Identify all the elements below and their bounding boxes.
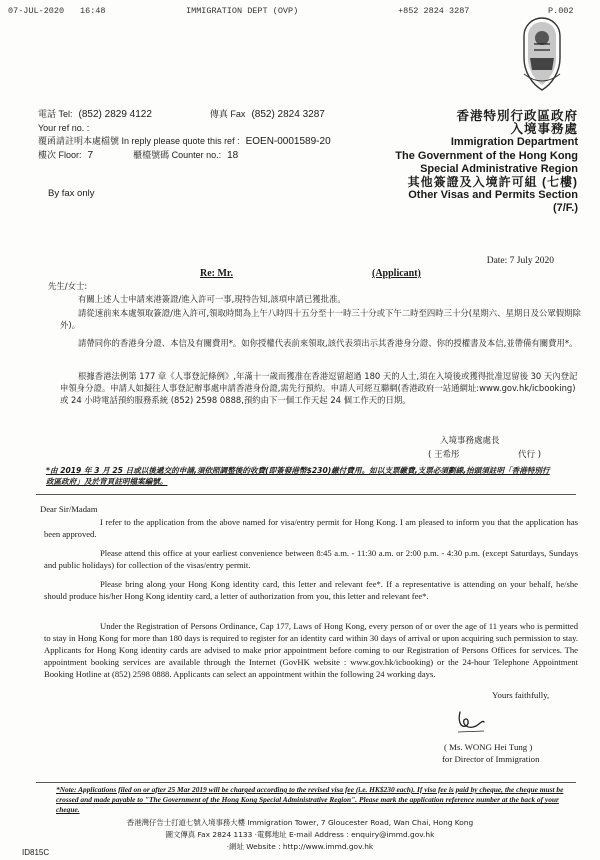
fax-label: 傳真 Fax: [209, 109, 246, 119]
re-applicant: (Applicant): [372, 268, 421, 279]
fax-phone: +852 2824 3287: [398, 6, 470, 16]
zh-salutation: 先生/女士:: [48, 281, 88, 291]
zh-fee-note: *由 2019 年 3 月 25 日或以後遞交的申請,須依照調整後的收費(即簽發港幣$230)繳付費用。如以支票繳費,支票必須劃線,抬頭須註明「香港特別行政區政府」及於背頁註明檔案編號。: [46, 466, 550, 487]
hksar-emblem-icon: [516, 14, 568, 92]
handwritten-signature-icon: [454, 708, 488, 734]
form-identifier: ID815C: [22, 848, 50, 857]
fax-time: 16:48: [80, 6, 106, 16]
zh-paragraph-2: 請從速前來本處領取簽證/進入許可,領取時間為上午八時四十五分至十一時三十分或下午二時至四時三十分(星期六、星期日及公眾假期除外)。: [60, 308, 581, 330]
delivery-note: By fax only: [48, 188, 95, 199]
section-floor: (7/F.): [552, 202, 578, 215]
signer-name: ( Ms. WONG Hei Tung ): [444, 742, 533, 752]
zh-paragraph-1: 有關上述人士申請來港簽證/進入許可一事,現特告知,該項申請已獲批准。: [78, 294, 346, 304]
en-fee-note-main: *Note: Applications filed on or after 25 Mar 2019 will be charged according to the revised visa fee (i.e. HK$230 each). If visa fee is paid by cheque, the cheque must be crossed and made payable to "The Government of the Hong Kong Special Administrative Region".: [56, 785, 564, 805]
counter-label: 櫃檯號碼 Counter no.:: [133, 149, 222, 160]
floor-value: 7: [87, 149, 94, 161]
fax-transmission-header: [8, 6, 592, 18]
note-divider: [36, 782, 576, 783]
dept-name-en: Immigration Department: [450, 136, 578, 149]
fax-page-number: P.002: [548, 6, 574, 16]
tel-label: 電話 Tel:: [38, 109, 73, 119]
footer-website: ·網址 Website : http://www.immd.gov.hk: [226, 842, 374, 851]
fax-value: (852) 2824 3287: [251, 109, 325, 120]
footer-contact: 圖文傳真 Fax 2824 1133 ·電郵地址 E-mail Address : enquiry@immd.gov.hk: [165, 830, 435, 839]
section-name-zh: 其他簽證及入境許可組 (七樓): [407, 175, 578, 190]
govt-name-en-1: The Government of the Hong Kong: [395, 149, 578, 162]
en-fee-note-reference: Please mark the application reference number at the back of your cheque.: [56, 795, 559, 815]
en-paragraph-4: Under the Registration of Persons Ordinance, Cap 177, Laws of Hong Kong, every person of or over the age of 11 years who is permitted to stay in Hong Kong for more than 180 days is required to register for an identity card within 30 days of arrival or upon acquiring such permission to stay. Applicants for Hong Kong identity cards are advised to make prior appointment before coming to our Registration of Persons Offices for services. The appointment booking services are available through the Internet (GovHK website : www.gov.hk/icbooking) or the 24-hour Telephone Appointment Booking Hotline at (852) 2598 0888. Applicants can select an appointment within the following 24 working days.: [44, 621, 578, 679]
zh-paragraph-3: 請帶同你的香港身分證、本信及有關費用*。如你授權代表前來領取,該代表須出示其香港身分證、你的授權書及本信,並帶備有關費用*。: [78, 338, 578, 348]
en-paragraph-2: Please attend this office at your earliest convenience between 8:45 a.m. - 11:30 a.m. or 2:00 p.m. - 4:30 p.m. (except Saturdays, Sundays and public holidays) for collection of the visas/entry permit.: [44, 548, 578, 570]
govt-name-en-2: Special Administrative Region: [420, 162, 578, 175]
dept-name-zh: 入境事務處: [510, 122, 578, 137]
letter-date: Date: 7 July 2020: [486, 256, 554, 266]
en-paragraph-3: Please bring along your Hong Kong identity card, this letter and relevant fee*. If a representative is attending on your behalf, he/she should produce his/her Hong Kong identity card, a letter of authorization from you, this letter and relevant fee*.: [44, 579, 578, 601]
reference-block: [38, 108, 331, 162]
section-name-en: Other Visas and Permits Section: [408, 189, 578, 202]
govt-name-zh: 香港特別行政區政府: [456, 109, 578, 123]
signer-title: for Director of Immigration: [442, 754, 540, 764]
en-salutation: Dear Sir/Madam: [40, 504, 98, 514]
fax-sender: IMMIGRATION DEPT (OVP): [186, 6, 299, 16]
tel-value: (852) 2829 4122: [78, 109, 152, 120]
re-label: Re: Mr.: [200, 268, 233, 279]
en-fee-note: [56, 785, 574, 816]
counter-value: 18: [227, 149, 239, 161]
zh-paragraph-4: 根據香港法例第 177 章《人事登記條例》,年滿十一歲而獲准在香港逗留超過 180 天的人士,須在入境後或獲得批准逗留後 30 天內登記申領身分證。申請人如擬往人事登記辦事處申請香港身份證,需先行預約。申請人可經互聯網(香港政府一站通網址:www.gov.hk/icbooking)或 24 小時電話預約服務系統 (852) 2598 0888,預約由下一個工作天起 24 個工作天的日期。: [60, 371, 578, 405]
zh-signer-name: ( 王希彤: [428, 450, 460, 460]
department-letterhead: [395, 110, 578, 216]
en-paragraph-1: I refer to the application from the above named for visa/entry permit for Hong Kong. I am pleased to inform you that the application has been approved.: [44, 517, 578, 539]
floor-label: 樓次 Floor:: [38, 149, 82, 160]
our-ref-value: EOEN-0001589-20: [245, 136, 331, 147]
zh-signer-role: 代行 ): [518, 450, 542, 460]
zh-signer-title: 入境事務處處長: [440, 436, 500, 446]
section-divider: [36, 494, 576, 495]
closing-phrase: Yours faithfully,: [492, 690, 550, 700]
our-ref-label: 覆函請註明本處檔號 In reply please quote this ref :: [38, 136, 240, 146]
fax-date: 07-JUL-2020: [8, 6, 65, 16]
footer-address: 香港灣仔告士打道七號入境事務大樓 Immigration Tower, 7 Gloucester Road, Wan Chai, Hong Kong: [126, 818, 474, 827]
your-ref-label: Your ref no. :: [38, 122, 90, 133]
